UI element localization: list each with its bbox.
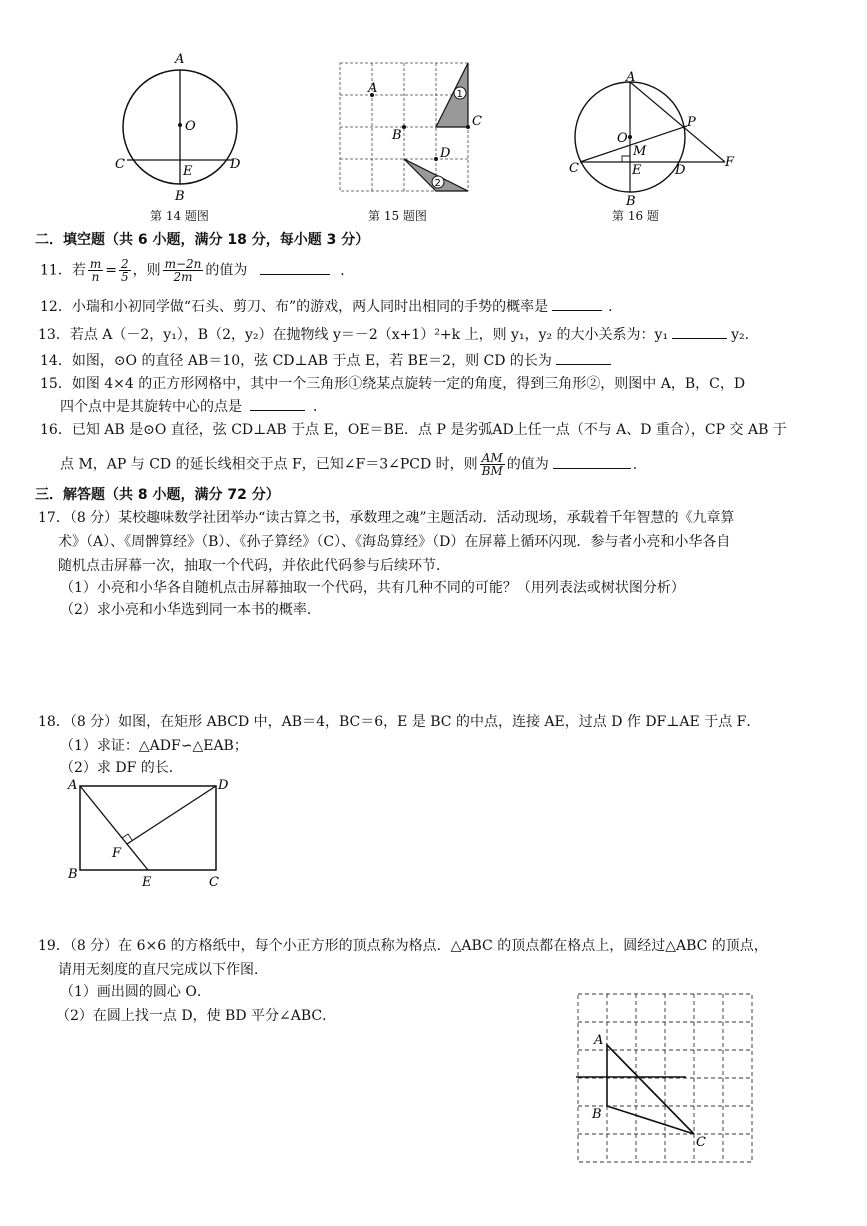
q16-line2-post: 的值为: [506, 456, 549, 473]
q13-text: 13．若点 A（－2，y₁），B（2，y₂）在抛物线 y＝－2（x+1）²+k 上，则 y₁，y₂ 的大小关系为：y₁: [38, 327, 669, 343]
f14-label-d: D: [230, 157, 241, 172]
f18-label-c: C: [209, 875, 219, 890]
question-17-line-3: 随机点击屏幕一次，抽取一个代码，并依此代码参与后续环节．: [58, 558, 450, 574]
f14-label-c: C: [115, 157, 125, 172]
question-17-sub-2: （2）求小亮和小华选到同一本书的概率．: [60, 602, 321, 618]
f14-label-o: O: [185, 119, 196, 134]
question-13: [38, 324, 749, 345]
q13-answer-blank[interactable]: [672, 324, 727, 339]
f16-label-a: A: [626, 70, 636, 85]
f15-triangle-1-label: 1: [456, 89, 463, 100]
question-18-line-1: 18．（8 分）如图，在矩形 ABCD 中，AB＝4，BC＝6，E 是 BC 的中点，连接 AE，过点 D 作 DF⊥AE 于点 F．: [38, 714, 761, 730]
q11-frac2-num: 2: [120, 257, 129, 271]
q11-eq: =: [105, 262, 117, 279]
f18-label-d: D: [218, 778, 229, 793]
q11-mid: ，则: [132, 262, 161, 279]
figure-14-caption: 第 14 题图: [150, 209, 209, 223]
q11-frac1-den: n: [91, 270, 100, 284]
section-2-title: 二．填空题（共 6 小题，满分 18 分，每小题 3 分）: [35, 232, 370, 248]
f15-label-a: A: [368, 81, 378, 96]
q12-end: ．: [608, 299, 623, 315]
f16-label-b: B: [626, 194, 636, 209]
question-19-line-1: 19．（8 分）在 6×6 的方格纸中，每个小正方形的顶点称为格点．△ABC 的顶点都在格点上，圆经过△ABC 的顶点，: [38, 938, 768, 954]
q16-line2-pre: 点 M，AP 与 CD 的延长线相交于点 F，已知∠F＝3∠PCD 时，则: [60, 456, 478, 473]
figure-19: [572, 990, 757, 1165]
f15-label-d: D: [440, 146, 451, 161]
f14-label-e: E: [183, 164, 193, 179]
figure-16-caption: 第 16 题: [612, 209, 659, 223]
q15-end: ．: [313, 399, 327, 415]
figure-18: [62, 774, 237, 892]
f15-label-b: B: [392, 128, 402, 143]
q13-end: y₂.: [731, 327, 750, 343]
q11-answer-blank[interactable]: [260, 260, 330, 275]
question-11: [40, 258, 354, 283]
question-17-line-1: 17．（8 分）某校趣味数学社团举办“读古算之书，承数理之魂”主题活动．活动现场，承载着千年智慧的《九章算: [38, 510, 735, 526]
figure-16: [565, 70, 745, 210]
f19-label-c: C: [696, 1135, 706, 1150]
f19-label-b: B: [592, 1107, 602, 1122]
question-19-sub-1: （1）画出圆的圆心 O．: [60, 984, 211, 1000]
f16-label-o: O: [617, 131, 628, 146]
q11-frac3-num: m−2n: [164, 257, 202, 271]
q11-end: ．: [340, 262, 355, 279]
figure-15: [330, 55, 500, 205]
q11-prefix: 11．若: [40, 262, 86, 279]
question-18-sub-1: （1）求证：△ADF∽△EAB；: [60, 738, 248, 754]
f16-label-m: M: [633, 144, 647, 159]
question-17-sub-1: （1）小亮和小华各自随机点击屏幕抽取一个代码，共有几种不同的可能？（用列表法或树状图分析）: [60, 580, 685, 596]
q16-frac-den: BM: [481, 464, 503, 478]
q12-answer-blank[interactable]: [552, 296, 602, 311]
f18-label-e: E: [142, 875, 152, 890]
f16-label-d: D: [675, 163, 686, 178]
f19-label-a: A: [594, 1033, 604, 1048]
q11-frac2-den: 5: [120, 270, 129, 284]
q11-frac1-num: m: [89, 257, 102, 271]
section-3-title: 三．解答题（共 8 小题，满分 72 分）: [35, 487, 280, 503]
question-17-line-2: 术》（A）、《周髀算经》（B）、《孙子算经》（C）、《海岛算经》（D）在屏幕上循环闪现．参与者小亮和小华各自: [58, 534, 731, 550]
q14-text: 14．如图，⊙O 的直径 AB＝10，弦 CD⊥AB 于点 E，若 BE＝2，则 CD 的长为: [40, 353, 552, 369]
f15-label-c: C: [472, 114, 482, 129]
f18-label-f: F: [112, 846, 122, 861]
f18-label-b: B: [68, 867, 78, 882]
question-15-line-2: [60, 396, 327, 417]
question-16-line-1: 16．已知 AB 是⊙O 直径，弦 CD⊥AB 于点 E，OE＝BE．点 P 是劣弧AD上任一点（不与 A、D 重合），CP 交 AB 于: [40, 422, 787, 438]
q14-answer-blank[interactable]: [556, 350, 611, 365]
question-15-line-1: 15．如图 4×4 的正方形网格中，其中一个三角形①绕某点旋转一定的角度，得到三角形②，则图中 A，B，C，D: [40, 376, 746, 392]
f16-label-f: F: [725, 155, 735, 170]
f14-label-a: A: [175, 52, 185, 67]
q15-line2-text: 四个点中是其旋转中心的点是: [60, 399, 242, 415]
question-14: [40, 350, 611, 371]
q16-end: .: [632, 456, 638, 473]
q16-frac-num: AM: [480, 452, 505, 465]
question-19-sub-2: （2）在圆上找一点 D，使 BD 平分∠ABC．: [56, 1008, 337, 1024]
f14-label-b: B: [175, 189, 185, 204]
q16-answer-blank[interactable]: [553, 454, 631, 469]
f16-label-p: P: [687, 115, 696, 130]
q12-text: 12．小瑞和小初同学做“石头、剪刀、布”的游戏，两人同时出相同的手势的概率是: [40, 299, 549, 315]
f16-label-e: E: [632, 163, 642, 178]
q11-frac3-den: 2m: [173, 270, 193, 284]
q11-suffix: 的值为: [205, 262, 248, 279]
question-18-sub-2: （2）求 DF 的长．: [60, 760, 183, 776]
f18-label-a: A: [68, 778, 78, 793]
figure-14: [105, 50, 255, 210]
question-12: [40, 296, 622, 317]
question-19-line-2: 请用无刻度的直尺完成以下作图．: [58, 962, 268, 978]
figure-15-caption: 第 15 题图: [368, 209, 427, 223]
question-16-line-2: [60, 452, 637, 477]
q15-answer-blank[interactable]: [250, 396, 305, 411]
f15-triangle-2-label: 2: [434, 178, 441, 189]
f16-label-c: C: [569, 161, 579, 176]
